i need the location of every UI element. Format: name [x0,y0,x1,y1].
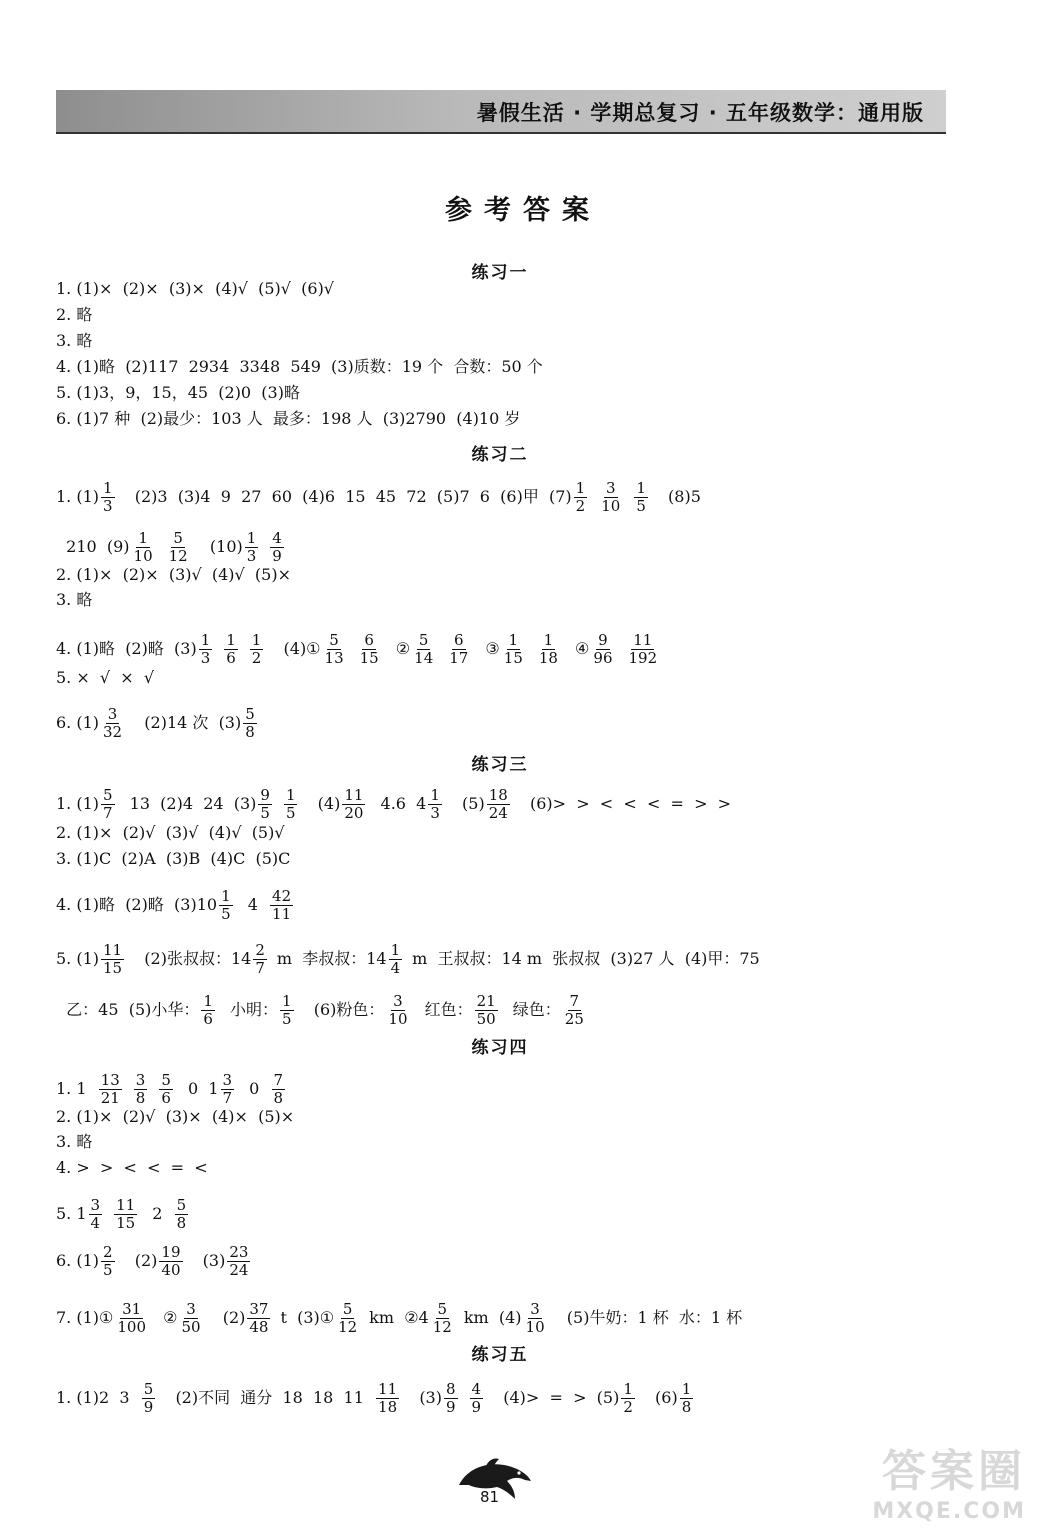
fraction-numerator: 1 [636,479,646,497]
answer-text: 210 (9) [56,537,130,556]
fraction-numerator: 37 [249,1300,269,1318]
fraction-denominator: 15 [359,649,379,667]
fraction-numerator: 3 [107,705,118,723]
fraction-numerator: 1 [246,529,257,547]
fraction-numerator: 3 [90,1196,101,1214]
fraction-numerator: 5 [143,1380,154,1398]
fraction-numerator: 3 [530,1300,540,1318]
fraction-numerator: 3 [135,1071,146,1089]
fraction-numerator: 11 [116,1196,136,1214]
answer-text: km (4) [463,1308,522,1327]
fraction-denominator: 18 [538,649,558,667]
answer-text: 5. 1 [56,1204,87,1223]
fraction-denominator: 8 [135,1089,146,1107]
page-title: 参考答案 [445,195,601,226]
answer-text: (6)> > < < < = > > [519,794,732,813]
fraction [115,1301,148,1336]
fraction [245,530,259,565]
fraction [574,480,588,515]
fraction-denominator: 8 [176,1214,187,1232]
fraction [219,888,233,923]
answer-text: 3. 略 [56,1132,93,1151]
answer-line [56,1158,208,1178]
fraction-denominator: 6 [161,1089,171,1107]
answer-line [56,590,92,610]
answer-text: 4.6 4 [375,794,427,813]
fraction-denominator: 20 [344,804,364,822]
fraction-denominator: 12 [432,1318,452,1336]
fraction [159,1072,173,1107]
fraction-numerator: 1 [508,631,519,649]
fraction-denominator: 5 [103,1261,113,1279]
fraction-denominator: 5 [636,497,646,515]
fraction [114,1197,137,1232]
answer-text: 2. (1)× (2)× (3)√ (4)√ (5)× [56,565,291,584]
fraction-denominator: 12 [168,547,188,565]
fraction-numerator: 31 [122,1300,142,1318]
watermark-top: 答案圈 [882,1446,1026,1497]
watermark-bottom: MXQE.COM [872,1499,1026,1524]
fraction-denominator: 3 [103,497,113,515]
fraction-denominator: 100 [117,1318,146,1336]
answer-text: 6. (1)7 种 (2)最少：103 人 最多：198 人 (3)2790 (4)10 岁 [56,409,521,428]
answer-text: 4. (1)略 (2)略 (3)10 [56,895,218,914]
answer-line [56,632,669,667]
fraction [621,1381,635,1416]
fraction-numerator: 5 [161,1071,171,1089]
answer-line [56,279,334,299]
answer-line [56,305,92,325]
fraction-numerator: 23 [229,1243,249,1261]
fraction [431,1301,454,1336]
fraction-denominator: 4 [90,1214,101,1232]
fraction [524,1301,547,1336]
fraction [258,787,272,822]
fraction-numerator: 42 [272,887,292,905]
fraction-numerator: 4 [272,529,282,547]
fraction-numerator: 3 [186,1300,196,1318]
fraction-numerator: 6 [364,631,374,649]
fraction [101,787,115,822]
answer-text: 7. (1)① [56,1308,114,1327]
fraction-numerator: 11 [633,631,653,649]
fraction-denominator: 6 [203,1010,213,1028]
section-heading: 练习一 [471,263,529,283]
fraction-numerator: 18 [488,786,508,804]
answer-text: 13 (2)4 24 (3) [124,794,257,813]
fraction [447,632,470,667]
fraction-denominator: 4 [390,959,401,977]
fraction-numerator: 1 [221,887,231,905]
fraction-numerator: 1 [226,631,236,649]
answer-text: 4. (1)略 (2)117 2934 3348 549 (3)质数：19 个 合数：50 个 [56,357,543,376]
answer-text: 2. (1)× (2)√ (3)√ (4)√ (5)√ [56,823,285,842]
answer-text: 2. 略 [56,305,93,324]
fraction [428,787,442,822]
fraction [634,480,648,515]
fraction-denominator: 5 [260,804,270,822]
fraction-numerator: 5 [176,1196,187,1214]
section-heading: 练习四 [471,1038,529,1058]
fraction [502,632,525,667]
answer-text: 5. (1)3，9，15，45 (2)0 (3)略 [56,383,300,402]
answer-line [56,1072,295,1107]
answer-line [56,480,701,515]
banner-text: 暑假生活 · 学期总复习 · 五年级数学：通用版 [476,101,924,125]
answer-line [56,706,267,741]
answer-text: 5. (1) [56,949,100,968]
fraction-denominator: 9 [471,1398,482,1416]
answer-line [56,383,300,403]
fraction-denominator: 3 [200,649,211,667]
section-heading: 练习五 [471,1345,529,1365]
fraction-numerator: 6 [454,631,464,649]
answer-text: 1. (1)× (2)× (3)× (4)√ (5)√ (6)√ [56,279,334,298]
fraction-denominator: 10 [133,547,153,565]
fraction [221,1072,235,1107]
fraction-numerator: 1 [138,529,148,547]
fraction-denominator: 12 [338,1318,358,1336]
fraction-numerator: 11 [103,941,123,959]
answer-text: 0 1 [182,1079,219,1098]
answer-text: 乙：45 (5)小华： [56,1000,200,1019]
fraction [444,1381,458,1416]
fraction [89,1197,103,1232]
fraction [358,632,381,667]
fraction [680,1381,694,1416]
fraction [412,632,435,667]
answer-text: ② [390,639,411,658]
answer-text: ③ [480,639,500,658]
fraction [250,632,264,667]
fraction-denominator: 15 [103,959,123,977]
fraction-numerator: 1 [430,786,440,804]
fraction-numerator: 1 [543,631,554,649]
fraction-denominator: 9 [143,1398,154,1416]
fraction-denominator: 14 [414,649,434,667]
fraction [175,1197,189,1232]
fraction-denominator: 32 [103,723,123,741]
fraction [101,706,124,741]
fraction [101,942,124,977]
fraction-numerator: 3 [605,479,616,497]
fraction-denominator: 10 [525,1318,545,1336]
fraction [179,1301,202,1336]
fraction-denominator: 8 [273,1089,284,1107]
fraction-denominator: 25 [564,1010,584,1028]
fraction-numerator: 5 [329,631,339,649]
answer-text: (8)5 [657,487,701,506]
answer-text: (6) [644,1388,678,1407]
answer-line [56,1197,198,1232]
fraction-denominator: 2 [623,1398,633,1416]
fraction [142,1381,156,1416]
fraction-numerator: 11 [378,1380,398,1398]
fraction [591,632,614,667]
answer-line [56,1107,294,1127]
fraction-numerator: 1 [390,941,401,959]
answer-text: 3. (1)C (2)A (3)B (4)C (5)C [56,849,291,868]
fraction-numerator: 1 [681,1380,692,1398]
fraction-numerator: 2 [103,1243,113,1261]
answer-line [56,1381,703,1416]
answer-text: 1. (1)2 3 [56,1388,140,1407]
answer-line [56,787,731,822]
answer-text: 5. × √ × √ [56,668,155,687]
fraction [272,1072,286,1107]
fraction-denominator: 10 [388,1010,408,1028]
fraction-numerator: 2 [255,941,265,959]
fraction [227,1244,250,1279]
fraction [470,1381,484,1416]
answer-text: 6. (1) [56,713,100,732]
answer-text: (5)牛奶：1 杯 水：1 杯 [556,1308,743,1327]
answer-text: t (3)① [280,1308,335,1327]
fraction [487,787,510,822]
answer-text: (4)> = > (5) [493,1388,620,1407]
fraction-numerator: 5 [245,705,255,723]
fraction-denominator: 21 [100,1089,120,1107]
answer-line [56,823,285,843]
answer-line [56,993,596,1028]
fraction-denominator: 3 [430,804,440,822]
answer-text: (3) [192,1251,226,1270]
answer-text: 4. (1)略 (2)略 (3) [56,639,197,658]
fraction [627,632,660,667]
answer-line [56,849,290,869]
fraction-numerator: 3 [222,1071,233,1089]
answer-text: (3) [409,1388,442,1407]
fraction [563,993,586,1028]
answer-line [56,1132,92,1152]
fraction-denominator: 192 [628,649,658,667]
answer-line [56,530,294,565]
answer-line [56,1244,260,1279]
fraction-numerator: 1 [200,631,211,649]
answer-text: 0 [244,1079,270,1098]
fraction-denominator: 8 [681,1398,692,1416]
answer-text: 3. 略 [56,590,93,609]
fraction-numerator: 7 [569,992,580,1010]
answer-text: 1. (1) [56,794,100,813]
answer-text: 4. > > < < = < [56,1158,208,1177]
header-banner [56,90,946,134]
answer-text: (6)粉色： [303,1000,385,1019]
page-number: 81 [480,1488,500,1506]
fraction-denominator: 11 [272,905,292,923]
fraction-denominator: 50 [181,1318,201,1336]
fraction-denominator: 8 [245,723,255,741]
answer-line [56,331,92,351]
fraction-denominator: 2 [575,497,586,515]
fraction-numerator: 11 [344,786,364,804]
section-heading: 练习二 [471,445,529,465]
fraction-numerator: 9 [598,631,608,649]
fraction-denominator: 9 [272,547,282,565]
section-heading: 练习三 [471,755,529,775]
fraction-numerator: 8 [445,1380,456,1398]
fraction-numerator: 5 [437,1300,448,1318]
fraction-numerator: 5 [342,1300,353,1318]
answer-text: (2)张叔叔：14 [134,949,252,968]
fraction-denominator: 17 [449,649,469,667]
answer-text: (4) [307,794,341,813]
answer-text: 6. (1) [56,1251,100,1270]
fraction-numerator: 5 [103,786,113,804]
fraction [159,1244,182,1279]
fraction [537,632,560,667]
fraction [134,1072,148,1107]
fraction [247,1301,270,1336]
fraction [101,480,115,515]
answer-line [56,668,154,688]
answer-line [56,942,760,977]
fraction [99,1072,122,1107]
answer-text: (2)3 (3)4 9 27 60 (4)6 15 45 72 (5)7 6 (6)甲 (7) [124,487,572,506]
answer-text: 1. 1 [56,1079,97,1098]
fraction-numerator: 19 [161,1243,181,1261]
fraction-numerator: 13 [100,1071,120,1089]
fraction-numerator: 1 [623,1380,633,1398]
fraction-denominator: 15 [116,1214,136,1232]
fraction [132,530,155,565]
fraction [280,993,294,1028]
answer-text: 2 [147,1204,173,1223]
fraction [270,888,293,923]
answer-text: 1. (1) [56,487,100,506]
fraction [376,1381,399,1416]
answer-text: km ②4 [369,1308,429,1327]
fraction-numerator: 1 [251,631,262,649]
answer-text: (2)14 次 (3) [134,713,242,732]
fraction-denominator: 50 [476,1010,496,1028]
fraction-numerator: 4 [471,1380,482,1398]
fraction-numerator: 1 [285,786,296,804]
fraction-numerator: 1 [203,992,213,1010]
fraction-numerator: 1 [103,479,113,497]
fraction [101,1244,115,1279]
fraction [336,1301,359,1336]
answer-text: (4)① [273,639,321,658]
answer-line [56,565,291,585]
answer-text: m 李叔叔：14 [276,949,387,968]
fraction [475,993,498,1028]
fraction [199,632,213,667]
fraction-denominator: 40 [161,1261,181,1279]
fraction-numerator: 1 [282,992,292,1010]
fraction-denominator: 7 [103,804,113,822]
answer-text: 4 [242,895,269,914]
fraction-denominator: 5 [285,804,296,822]
fraction-denominator: 10 [601,497,621,515]
fraction [224,632,238,667]
fraction-denominator: 48 [249,1318,269,1336]
fraction-denominator: 24 [229,1261,249,1279]
fraction-numerator: 3 [393,992,403,1010]
fraction-numerator: 7 [273,1071,284,1089]
fraction-numerator: 5 [173,529,183,547]
fraction [253,942,267,977]
fraction-denominator: 7 [222,1089,233,1107]
answer-text: 绿色： [507,1000,561,1019]
fraction [599,480,622,515]
fraction-denominator: 15 [503,649,523,667]
fraction-denominator: 6 [226,649,236,667]
fraction [270,530,284,565]
answer-text: (2)不同 通分 18 18 11 [165,1388,375,1407]
answer-text: ④ [569,639,590,658]
fraction-denominator: 5 [282,1010,292,1028]
fraction-denominator: 5 [221,905,231,923]
answer-text: 3. 略 [56,331,93,350]
watermark [872,1435,1026,1524]
answer-text: (5) [451,794,485,813]
fraction [201,993,215,1028]
fraction-denominator: 2 [251,649,262,667]
answer-line [56,409,520,429]
fraction-numerator: 21 [476,992,496,1010]
fraction-numerator: 5 [418,631,429,649]
answer-text: m 王叔叔：14 m 张叔叔 (3)27 人 (4)甲：75 [412,949,760,968]
answer-text: (2) [124,1251,158,1270]
fraction-numerator: 9 [260,786,270,804]
fraction-denominator: 7 [255,959,265,977]
fraction-denominator: 3 [246,547,257,565]
fraction [284,787,298,822]
answer-text: (2) [212,1308,246,1327]
fraction [389,942,403,977]
answer-text: 红色： [419,1000,473,1019]
fraction-denominator: 9 [445,1398,456,1416]
answer-line [56,888,303,923]
answer-line [56,357,543,377]
fraction-numerator: 1 [575,479,586,497]
answer-text: ② [158,1308,178,1327]
fraction [167,530,190,565]
fraction-denominator: 13 [324,649,344,667]
answer-text: (10) [199,537,243,556]
answer-text: 小明： [224,1000,279,1019]
fraction-denominator: 24 [488,804,508,822]
fraction [386,993,409,1028]
answer-line [56,1301,742,1336]
fraction [243,706,257,741]
answer-text: 2. (1)× (2)√ (3)× (4)× (5)× [56,1107,295,1126]
fraction [342,787,365,822]
fraction-denominator: 18 [378,1398,398,1416]
fraction [323,632,346,667]
fraction-denominator: 96 [593,649,613,667]
